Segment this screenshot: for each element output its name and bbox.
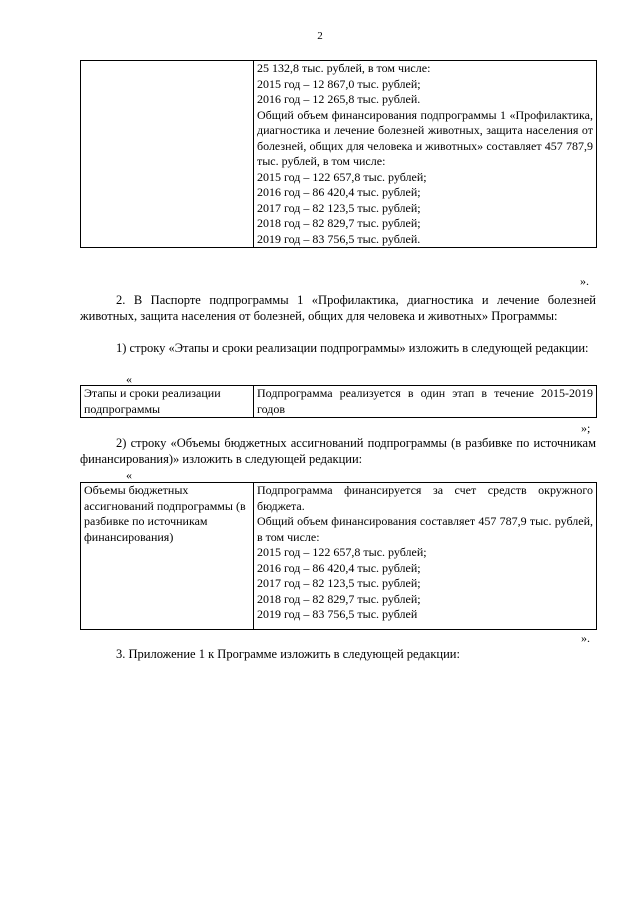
budget-label-cell: Объемы бюджетных ассигнований подпрограммы (в разбивке по источникам финансирования) xyxy=(81,483,254,630)
opening-quote-3: « xyxy=(126,468,132,482)
budget-line: Общий объем финансирования составляет 457 787,9 тыс. рублей, в том числе: xyxy=(257,514,593,544)
table1-left-cell xyxy=(81,61,254,248)
table1-line: 2016 год – 86 420,4 тыс. рублей; xyxy=(257,185,421,199)
paragraph-4: 2) строку «Объемы бюджетных ассигнований подпрограммы (в разбивке по источникам финансирования)» изложить в следующей редакции: xyxy=(80,436,596,466)
closing-quote-3: ». xyxy=(581,631,590,645)
budget-value-cell xyxy=(254,483,597,630)
budget-line: 2018 год – 82 829,7 тыс. рублей; xyxy=(257,591,421,606)
stages-value-cell: Подпрограмма реализуется в один этап в течение 2015-2019 годов xyxy=(254,386,597,418)
table1-line: 2015 год – 12 867,0 тыс. рублей; xyxy=(257,76,421,91)
budget-line: 2017 год – 82 123,5 тыс. рублей; xyxy=(257,576,421,590)
opening-quote-2: « xyxy=(126,372,132,386)
funding-table-continued xyxy=(80,60,597,248)
paragraph-3: 1) строку «Этапы и сроки реализации подпрограммы» изложить в следующей редакции: xyxy=(116,341,589,355)
table1-line: 2018 год – 82 829,7 тыс. рублей; xyxy=(257,216,421,230)
budget-line: 2015 год – 122 657,8 тыс. рублей; xyxy=(257,545,427,559)
table1-line: 2017 год – 82 123,5 тыс. рублей; xyxy=(257,200,421,215)
budget-line: Подпрограмма финансируется за счет средств окружного бюджета. xyxy=(257,483,593,513)
budget-line: 2016 год – 86 420,4 тыс. рублей; xyxy=(257,560,421,575)
closing-quote-2: »; xyxy=(581,421,591,435)
closing-quote-1: ». xyxy=(580,274,589,288)
budget-table xyxy=(80,482,597,630)
stages-label-cell: Этапы и сроки реализации подпрограммы xyxy=(81,386,254,418)
table1-line: 2019 год – 83 756,5 тыс. рублей. xyxy=(257,231,421,246)
table1-total-text: Общий объем финансирования подпрограммы 1 «Профилактика, диагностика и лечение болезней животных, защита населения от болезней, общих для человека и животных» составляет 457 787,9 тыс. рублей, в том числе: xyxy=(257,107,593,168)
budget-line: 2019 год – 83 756,5 тыс. рублей xyxy=(257,607,418,621)
table1-line: 2016 год – 12 265,8 тыс. рублей. xyxy=(257,92,421,106)
stages-table xyxy=(80,385,597,418)
table1-line: 2015 год – 122 657,8 тыс. рублей; xyxy=(257,169,427,184)
paragraph-2: 2. В Паспорте подпрограммы 1 «Профилактика, диагностика и лечение болезней животных, защита населения от болезней, общих для человека и животных» Программы: xyxy=(80,293,596,323)
paragraph-5: 3. Приложение 1 к Программе изложить в следующей редакции: xyxy=(116,647,460,661)
table1-right-cell xyxy=(254,61,597,248)
table1-line: 25 132,8 тыс. рублей, в том числе: xyxy=(257,61,431,75)
page-number: 2 xyxy=(317,30,323,42)
